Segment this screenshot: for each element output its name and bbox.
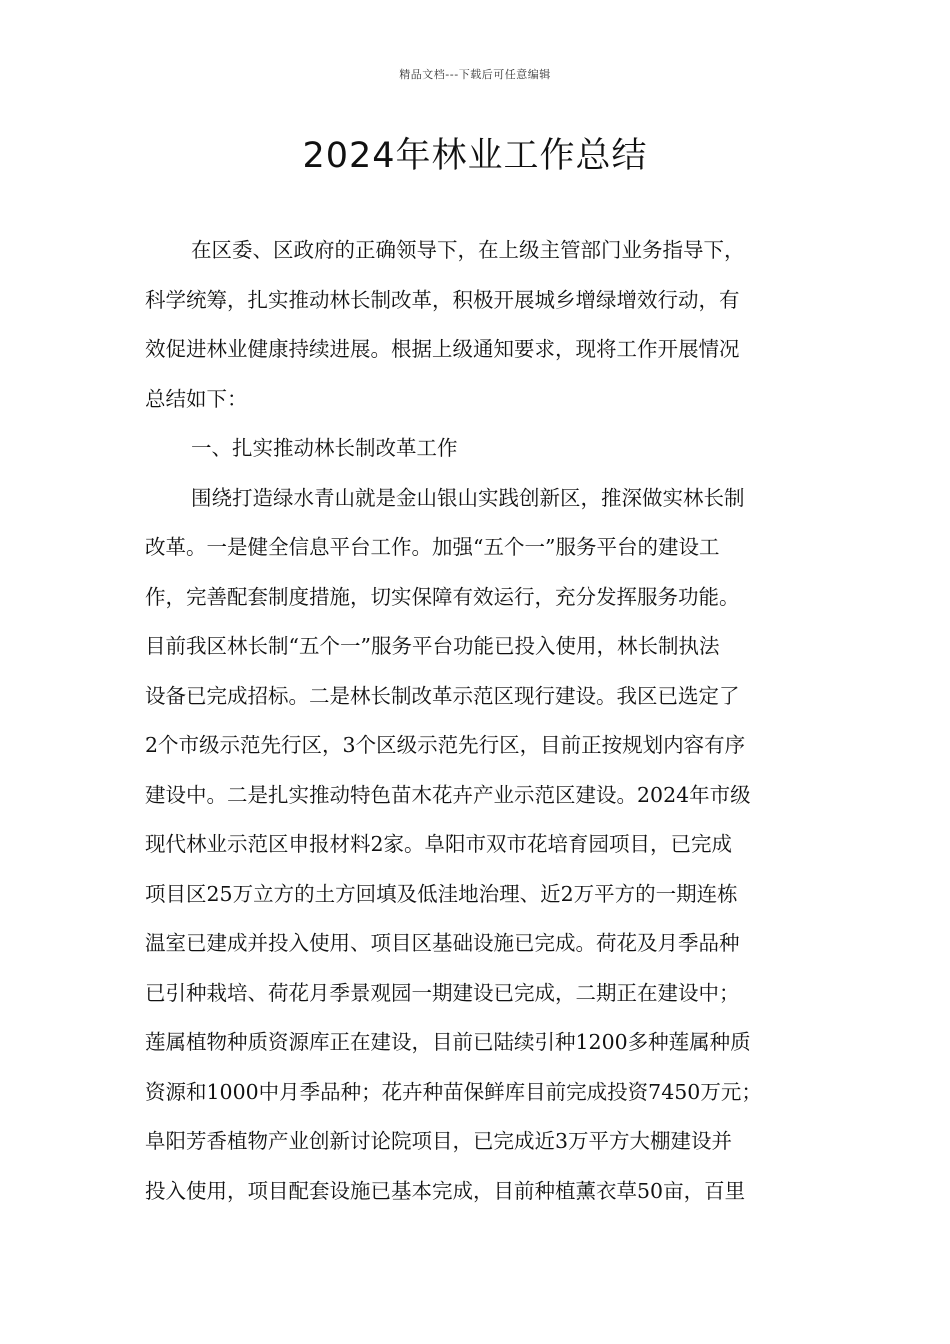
document-body xyxy=(145,226,810,1216)
text-line: 科学统筹，扎实推动林长制改革，积极开展城乡增绿增效行动，有 xyxy=(145,287,740,312)
document-title: 2024年林业工作总结 xyxy=(302,136,648,176)
text-line: 在区委、区政府的正确领导下，在上级主管部门业务指导下， xyxy=(191,238,745,262)
text-line: 改革。一是健全信息平台工作。加强“五个一”服务平台的建设工 xyxy=(145,535,720,559)
header-note: 精品文档---下载后可任意编辑 xyxy=(399,68,551,81)
text-line: 一、扎实推动林长制改革工作 xyxy=(191,436,458,460)
text-line: 温室已建成并投入使用、项目区基础设施已完成。荷花及月季品种 xyxy=(145,931,740,955)
text-line: 作，完善配套制度措施，切实保障有效运行，充分发挥服务功能。 xyxy=(145,584,740,609)
text-line: 建设中。二是扎实推动特色苗木花卉产业示范区建设。2024年市级 xyxy=(145,782,751,807)
text-line: 阜阳芳香植物产业创新讨论院项目，已完成近3万平方大棚建设并 xyxy=(145,1129,733,1153)
text-line: 现代林业示范区申报材料2家。阜阳市双市花培育园项目，已完成 xyxy=(145,832,733,856)
text-line: 围绕打造绿水青山就是金山银山实践创新区，推深做实林长制 xyxy=(191,485,745,510)
text-line: 设备已完成招标。二是林长制改革示范区现行建设。我区已选定了 xyxy=(145,683,740,708)
text-line: 2个市级示范先行区，3个区级示范先行区，目前正按规划内容有序 xyxy=(145,733,746,757)
text-line: 总结如下： xyxy=(145,386,248,411)
text-line: 资源和1000中月季品种；花卉种苗保鲜库目前完成投资7450万元； xyxy=(145,1079,762,1104)
text-line: 目前我区林长制“五个一”服务平台功能已投入使用，林长制执法 xyxy=(145,634,720,658)
text-line: 已引种栽培、荷花月季景观园一期建设已完成，二期正在建设中； xyxy=(145,980,740,1005)
text-line: 效促进林业健康持续进展。根据上级通知要求，现将工作开展情况 xyxy=(145,337,740,361)
text-line: 项目区25万立方的土方回填及低洼地治理、近2万平方的一期连栋 xyxy=(145,881,738,906)
text-line: 莲属植物种质资源库正在建设，目前已陆续引种1200多种莲属种质 xyxy=(145,1030,751,1054)
text-line: 投入使用，项目配套设施已基本完成，目前种植薰衣草50亩，百里 xyxy=(145,1178,746,1203)
